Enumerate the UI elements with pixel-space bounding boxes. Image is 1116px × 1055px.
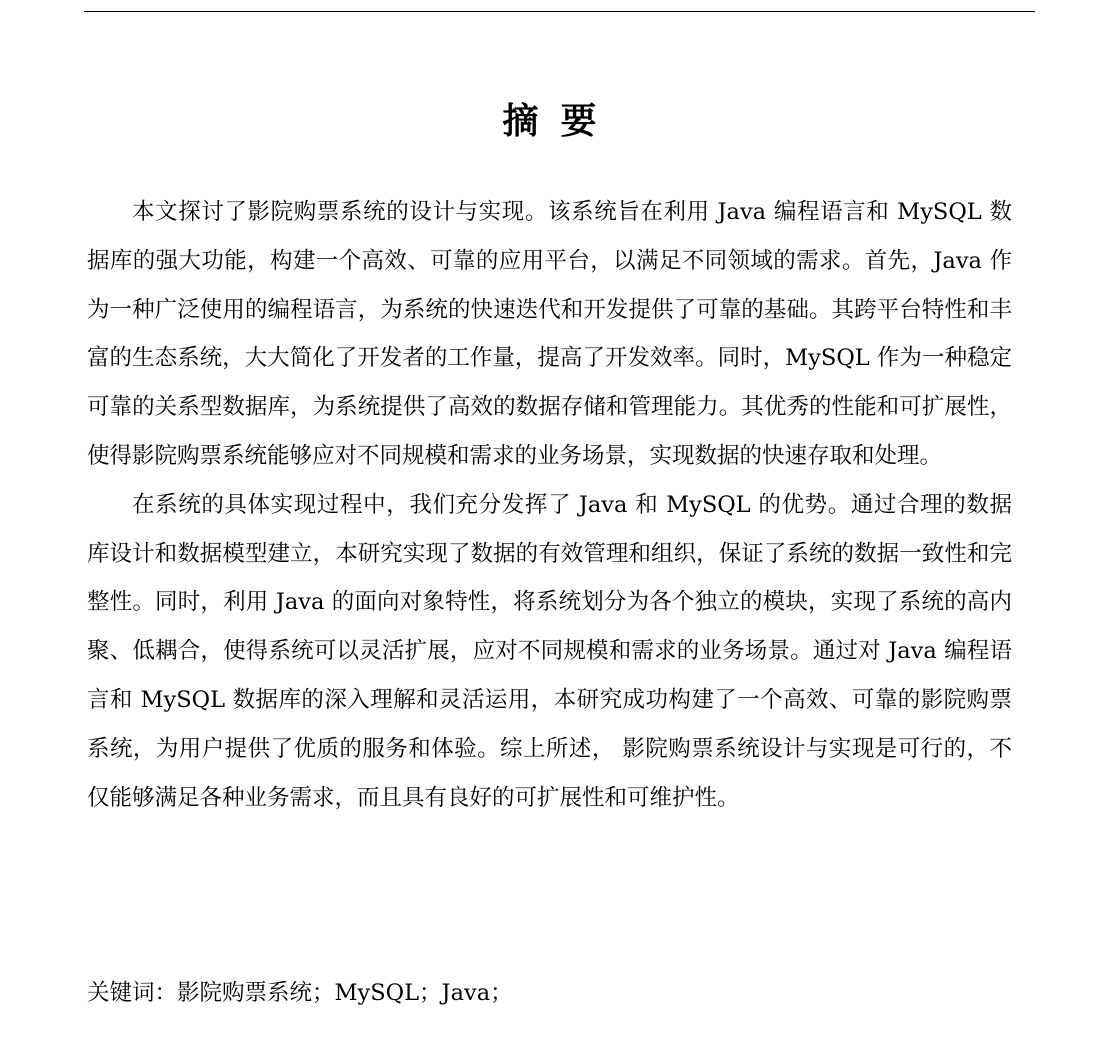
abstract-body — [87, 188, 1012, 822]
header-rule — [84, 11, 1035, 12]
title-char-2: 要 — [560, 101, 597, 142]
abstract-paragraph-2: 在系统的具体实现过程中，我们充分发挥了 Java 和 MySQL 的优势。通过合理的数据库设计和数据模型建立，本研究实现了数据的有效管理和组织，保证了系统的数据一致性和完整性。同时，利用 Java 的面向对象特性，将系统划分为各个独立的模块，实现了系统的高内聚、低耦合，使得系统可以灵活扩展，应对不同规模和需求的业务场景。通过对 Java 编程语言和 MySQL 数据库的深入理解和灵活运用，本研究成功构建了一个高效、可靠的影院购票系统，为用户提供了优质的服务和体验。综上所述， 影院购票系统设计与实现是可行的，不仅能够满足各种业务需求，而且具有良好的可扩展性和可维护性。 — [87, 491, 1012, 811]
abstract-title — [87, 97, 1012, 147]
abstract-paragraph-1: 本文探讨了影院购票系统的设计与实现。该系统旨在利用 Java 编程语言和 MySQL 数据库的强大功能，构建一个高效、可靠的应用平台，以满足不同领域的需求。首先，Java 作为一种广泛使用的编程语言，为系统的快速迭代和开发提供了可靠的基础。其跨平台特性和丰富的生态系统，大大简化了开发者的工作量，提高了开发效率。同时，MySQL 作为一种稳定可靠的关系型数据库，为系统提供了高效的数据存储和管理能力。其优秀的性能和可扩展性，使得影院购票系统能够应对不同规模和需求的业务场景，实现数据的快速存取和处理。 — [87, 199, 1012, 469]
keywords-line: 关键词：影院购票系统；MySQL；Java； — [87, 980, 513, 1006]
title-char-1: 摘 — [502, 101, 539, 142]
